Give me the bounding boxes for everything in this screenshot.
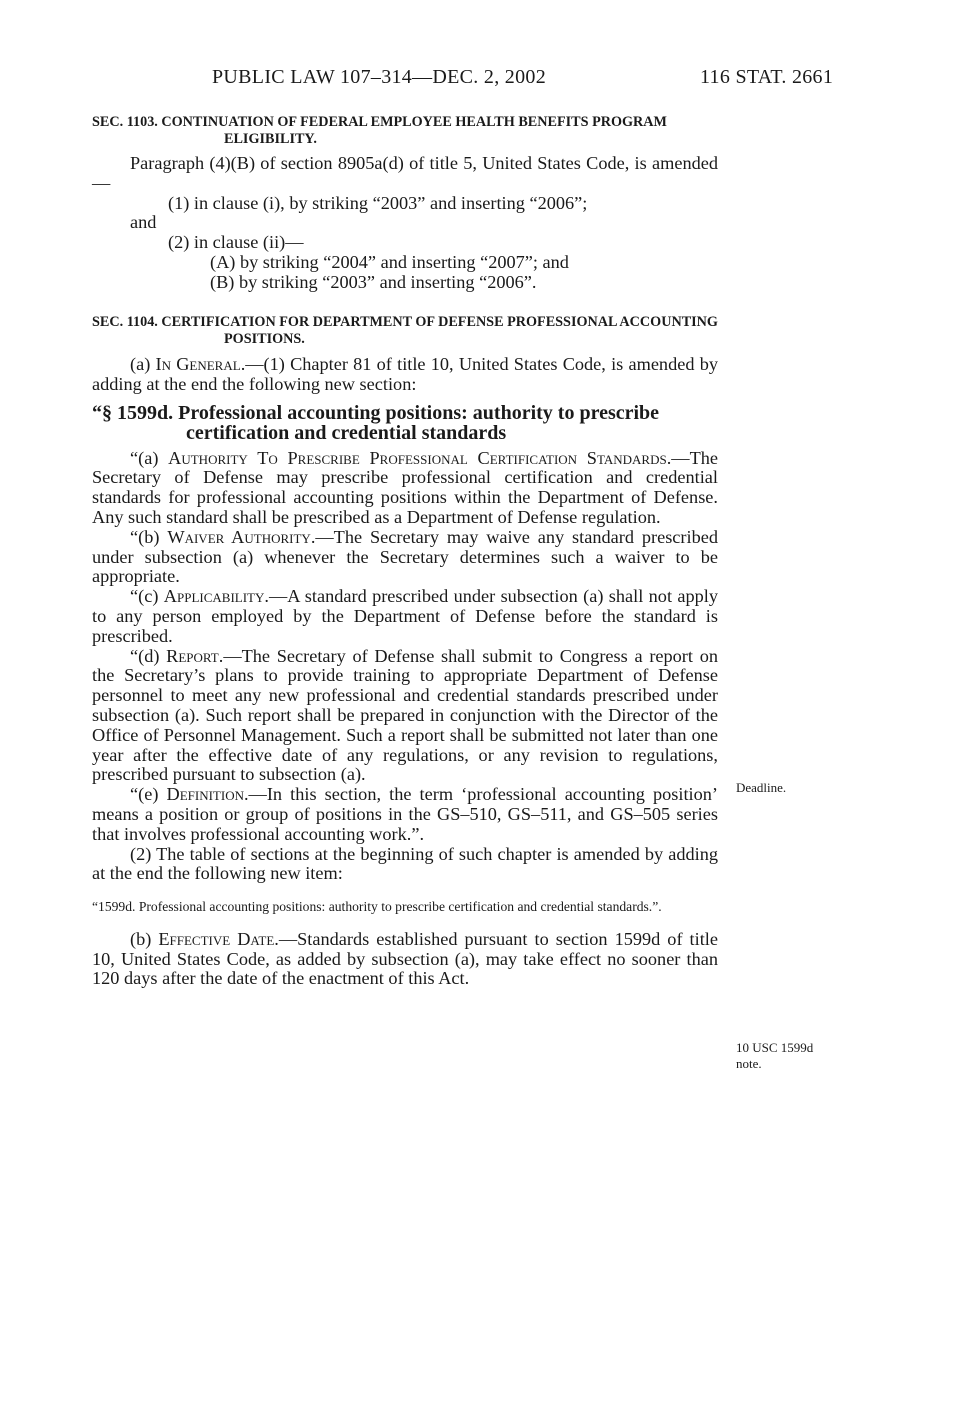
new-b-caption: Waiver Authority xyxy=(167,526,311,547)
margin-note-deadline: Deadline. xyxy=(736,780,787,795)
new-section-subsection-a xyxy=(92,449,718,528)
section-1103-subpara-b: (B) by striking “2003” and inserting “2006”. xyxy=(210,271,537,292)
new-d-open: “(d) xyxy=(130,645,167,666)
section-1103-intro: Paragraph (4)(B) of section 8905a(d) of title 5, United States Code, is amended— xyxy=(92,153,718,193)
subsection-a-caption: In General xyxy=(155,354,241,374)
subsection-a-open: (a) xyxy=(130,354,156,374)
new-b-text: .—The Secretary may waive any standard prescribed under subsection (a) whenever the Secretary determines such a waiver to be appropriate. xyxy=(92,526,718,587)
section-1103-subpara-a: (A) by striking “2004” and inserting “2007”; and xyxy=(210,251,569,272)
new-c-text: .—A standard prescribed under subsection (a) shall not apply to any person employed by the Department of Defense before the standard is prescribed. xyxy=(92,586,719,646)
margin-note-usc-line-2: note. xyxy=(736,1056,762,1071)
new-c-open: “(c) xyxy=(130,586,164,607)
section-1103-para-2: (2) in clause (ii)— xyxy=(168,232,304,253)
margin-note-usc xyxy=(736,1040,813,1072)
new-section-subsection-d xyxy=(92,647,718,786)
section-1104-heading: SEC. 1104. CERTIFICATION FOR DEPARTMENT OF DEFENSE PROFESSIONAL ACCOUNTING POSITIONS. xyxy=(92,314,718,347)
new-section-subsection-c xyxy=(92,587,718,646)
new-a-text: .—The Secretary of Defense may prescribe professional certification and credential standards for professional accounting positions within the Department of Defense. Any such standard shall be prescribed as a Department of Defense regulation. xyxy=(92,447,718,527)
new-d-caption: Report xyxy=(166,645,219,666)
section-1103-heading: SEC. 1103. CONTINUATION OF FEDERAL EMPLOYEE HEALTH BENEFITS PROGRAM ELIGIBILITY. xyxy=(92,114,667,147)
new-e-open: “(e) xyxy=(130,784,167,805)
running-header xyxy=(212,66,860,94)
new-c-caption: Applicability xyxy=(163,586,265,607)
section-1103-para-1-and: and xyxy=(130,212,157,233)
new-e-text: .—In this section, the term ‘professional accounting position’ means a position or group of positions in the GS–510, GS–511, and GS–505 series that involves professional accounting work.”. xyxy=(92,784,718,844)
section-1104-subsection-a xyxy=(92,355,718,395)
new-a-open: “(a) xyxy=(130,447,169,468)
subsection-a-text: .—(1) Chapter 81 of title 10, United States Code, is amended by adding at the end the following new section: xyxy=(92,354,718,394)
new-a-caption: Authority To Prescribe Professional Certification Standards xyxy=(168,447,667,468)
header-law-date: PUBLIC LAW 107–314—DEC. 2, 2002 xyxy=(212,66,546,88)
subsection-a-paragraph-2: (2) The table of sections at the beginning of such chapter is amended by adding at the end the following new item: xyxy=(92,843,718,884)
subsection-b-open: (b) xyxy=(130,928,159,949)
subsection-b-text: .—Standards established pursuant to section 1599d of title 10, United States Code, as added by subsection (a), may take effect no sooner than 120 days after the date of the enactment of this Act. xyxy=(92,928,718,989)
new-section-subsection-b xyxy=(92,528,718,587)
section-1103-para-1: (1) in clause (i), by striking “2003” and inserting “2006”; xyxy=(168,192,588,213)
header-stat-page: 116 STAT. 2661 xyxy=(700,66,834,88)
subsection-b-caption: Effective Date xyxy=(158,928,275,949)
new-d-text: .—The Secretary of Defense shall submit to Congress a report on the Secretary’s plans to provide training to appropriate Department of Defense personnel to meet any new professional and credential standards prescribed under subsection (a). Such report shall be prepared in conjunction with the Director of the Office of Personnel Management. Such a report shall be submitted not later than one year after the effective date of any regulations, or any revision to regulations, prescribed pursuant to subsection (a). xyxy=(92,645,718,785)
section-1103 xyxy=(92,114,718,293)
section-1104 xyxy=(92,314,718,989)
new-section-1599d-heading: “§ 1599d. Professional accounting positions: authority to prescribe certification and credential standards xyxy=(92,401,660,444)
new-b-open: “(b) xyxy=(130,526,168,547)
section-1104-subsection-b xyxy=(92,930,718,989)
new-section-subsection-e xyxy=(92,785,718,844)
margin-note-usc-line-1: 10 USC 1599d xyxy=(736,1040,814,1055)
table-of-sections-item: “1599d. Professional accounting positions: authority to prescribe certification and credential standards.”. xyxy=(92,899,662,915)
new-e-caption: Definition xyxy=(166,784,244,805)
